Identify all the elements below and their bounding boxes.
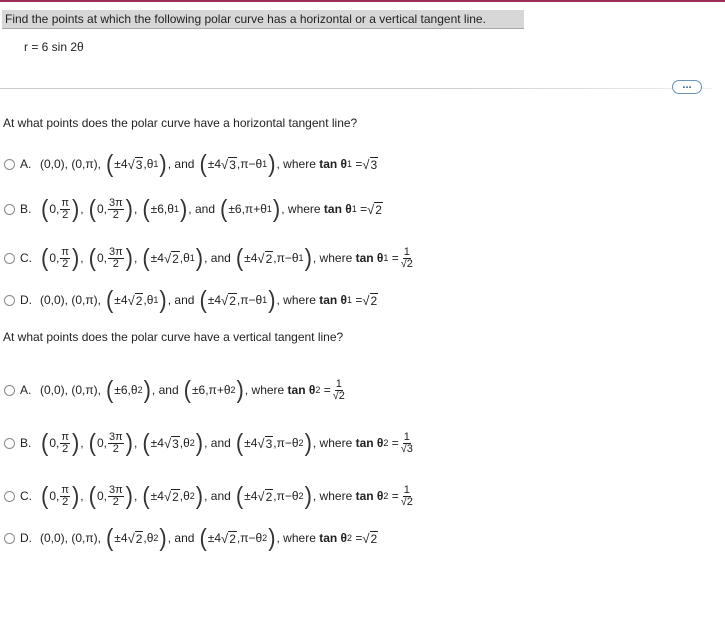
option-math: (0,0), (0,π), ( ±4 √ 2 ,θ 2 ) , and ( ±4 √ 2 ,π−θ 2 ) , where tan θ 2 = √ 2 — [40, 523, 378, 552]
part2-option-a[interactable] — [4, 377, 347, 403]
part1-option-c[interactable] — [4, 245, 415, 271]
option-math: ( 0, $\frac{\pi}{2}$ ) , ( 0, $\frac{3\pi}{2}$ ) , ( ±4 √ 2 ,θ 2 ) , and ( ±4 √ 2 ,π−θ 2 ) , where tan θ 2 = $\frac{1}{√2}$ — [41, 481, 413, 510]
section-divider — [0, 88, 712, 89]
option-math: (0,0), (0,π), ( ±4 √ 2 ,θ 1 ) , and ( ±4 √ 2 ,π−θ 1 ) , where tan θ 1 = √ 2 — [40, 285, 378, 314]
part2-option-b[interactable] — [4, 430, 415, 456]
option-math: ( 0, $\frac{\pi}{2}$ ) , ( 0, $\frac{3\pi}{2}$ ) , ( ±6,θ 1 ) , and ( ±6,π+θ 1 ) , where tan θ 1 = √ 2 — [41, 194, 382, 223]
option-math: ( 0, $\frac{\pi}{2}$ ) , ( 0, $\frac{3\pi}{2}$ ) , ( ±4 √ 2 ,θ 1 ) , and ( ±4 √ 2 ,π−θ 1 ) , where tan θ 1 = $\frac{1}{√2}$ — [41, 243, 413, 272]
option-letter: C. — [20, 251, 32, 265]
question-text: Find the points at which the following polar curve has a horizontal or a vertical tangent line. — [2, 10, 524, 29]
part2-option-c[interactable] — [4, 483, 415, 509]
more-options-button[interactable]: ... — [672, 80, 702, 94]
radio-button[interactable] — [4, 385, 15, 396]
radio-button[interactable] — [4, 438, 15, 449]
part1-option-a[interactable] — [4, 151, 378, 177]
option-letter: C. — [20, 489, 32, 503]
option-math: ( 0, $\frac{\pi}{2}$ ) , ( 0, $\frac{3\pi}{2}$ ) , ( ±4 √ 3 ,θ 2 ) , and ( ±4 √ 3 ,π−θ 2 ) , where tan θ 2 = $\frac{1}{√3}$ — [41, 428, 413, 457]
radio-button[interactable] — [4, 491, 15, 502]
top-accent-line — [0, 0, 725, 2]
option-letter: A. — [20, 157, 32, 171]
option-letter: B. — [20, 202, 32, 216]
option-letter: B. — [20, 436, 32, 450]
part2-option-d[interactable] — [4, 525, 378, 551]
option-letter: D. — [20, 531, 32, 545]
radio-button[interactable] — [4, 159, 15, 170]
option-letter: A. — [20, 383, 32, 397]
polar-equation: r = 6 sin 2θ — [24, 40, 84, 54]
radio-button[interactable] — [4, 295, 15, 306]
part2-prompt: At what points does the polar curve have a vertical tangent line? — [3, 330, 344, 344]
part1-option-b[interactable] — [4, 196, 383, 222]
radio-button[interactable] — [4, 533, 15, 544]
option-math: (0,0), (0,π), ( ±4 √ 3 ,θ 1 ) , and ( ±4 √ 3 ,π−θ 1 ) , where tan θ 1 = √ 3 — [40, 149, 378, 178]
radio-button[interactable] — [4, 204, 15, 215]
part1-option-d[interactable] — [4, 287, 378, 313]
radio-button[interactable] — [4, 253, 15, 264]
option-math: (0,0), (0,π), ( ±6,θ 2 ) , and ( ±6,π+θ 2 ) , where tan θ 2 = $\frac{1}{√2}$ — [40, 375, 345, 404]
option-letter: D. — [20, 293, 32, 307]
part1-prompt: At what points does the polar curve have a horizontal tangent line? — [3, 116, 358, 130]
